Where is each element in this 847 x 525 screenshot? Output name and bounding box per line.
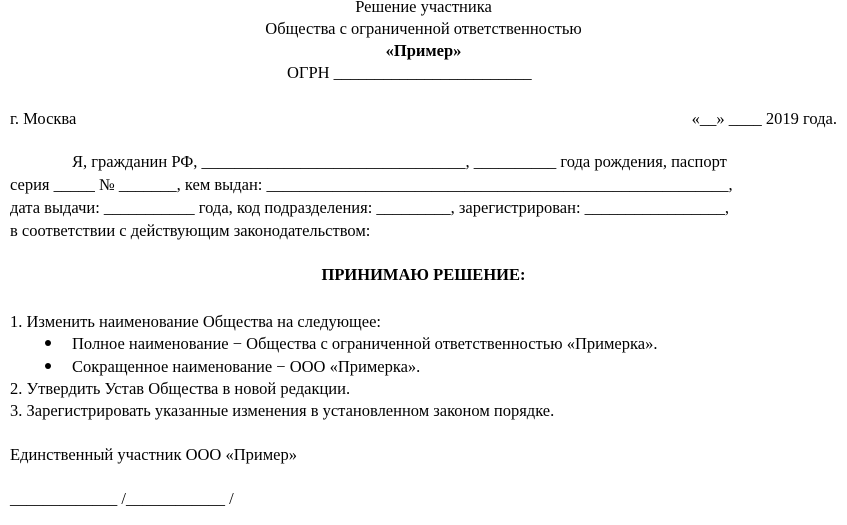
ogrn-line: ОГРН ________________________ [287, 63, 532, 82]
doc-title: Решение участника [355, 0, 492, 16]
company-type: Общества с ограниченной ответственностью [265, 19, 582, 38]
signature-line: _____________ /____________ / [10, 489, 234, 508]
item-1: 1. Изменить наименование Общества на следующее: [10, 312, 381, 331]
company-name: «Пример» [385, 41, 462, 60]
intro-line-3: дата выдачи: ___________ года, код подразделения: _________, зарегистрирован: _________________, [10, 198, 730, 217]
item-1-bullet-2: Сокращенное наименование − ООО «Примерка». [72, 357, 421, 376]
item-2: 2. Утвердить Устав Общества в новой редакции. [10, 379, 351, 398]
intro-line-4: в соответствии с действующим законодательством: [10, 221, 371, 240]
city: г. Москва [10, 109, 77, 128]
bullet-dot [45, 340, 51, 346]
bullet-dot [45, 363, 51, 369]
item-1-bullet-1: Полное наименование − Общества с ограниченной ответственностью «Примерка». [72, 334, 658, 353]
document-date: «__» ____ 2019 года. [691, 109, 837, 128]
intro-line-2: серия _____ № _______, кем выдан: ________________________________________________________, [10, 175, 733, 194]
intro-line-1: Я, гражданин РФ, ________________________________, __________ года рождения, паспорт [72, 152, 727, 171]
signature-label: Единственный участник ООО «Пример» [10, 445, 297, 464]
item-3: 3. Зарегистрировать указанные изменения в установленном законом порядке. [10, 401, 555, 420]
decision-heading: ПРИНИМАЮ РЕШЕНИЕ: [321, 265, 526, 284]
